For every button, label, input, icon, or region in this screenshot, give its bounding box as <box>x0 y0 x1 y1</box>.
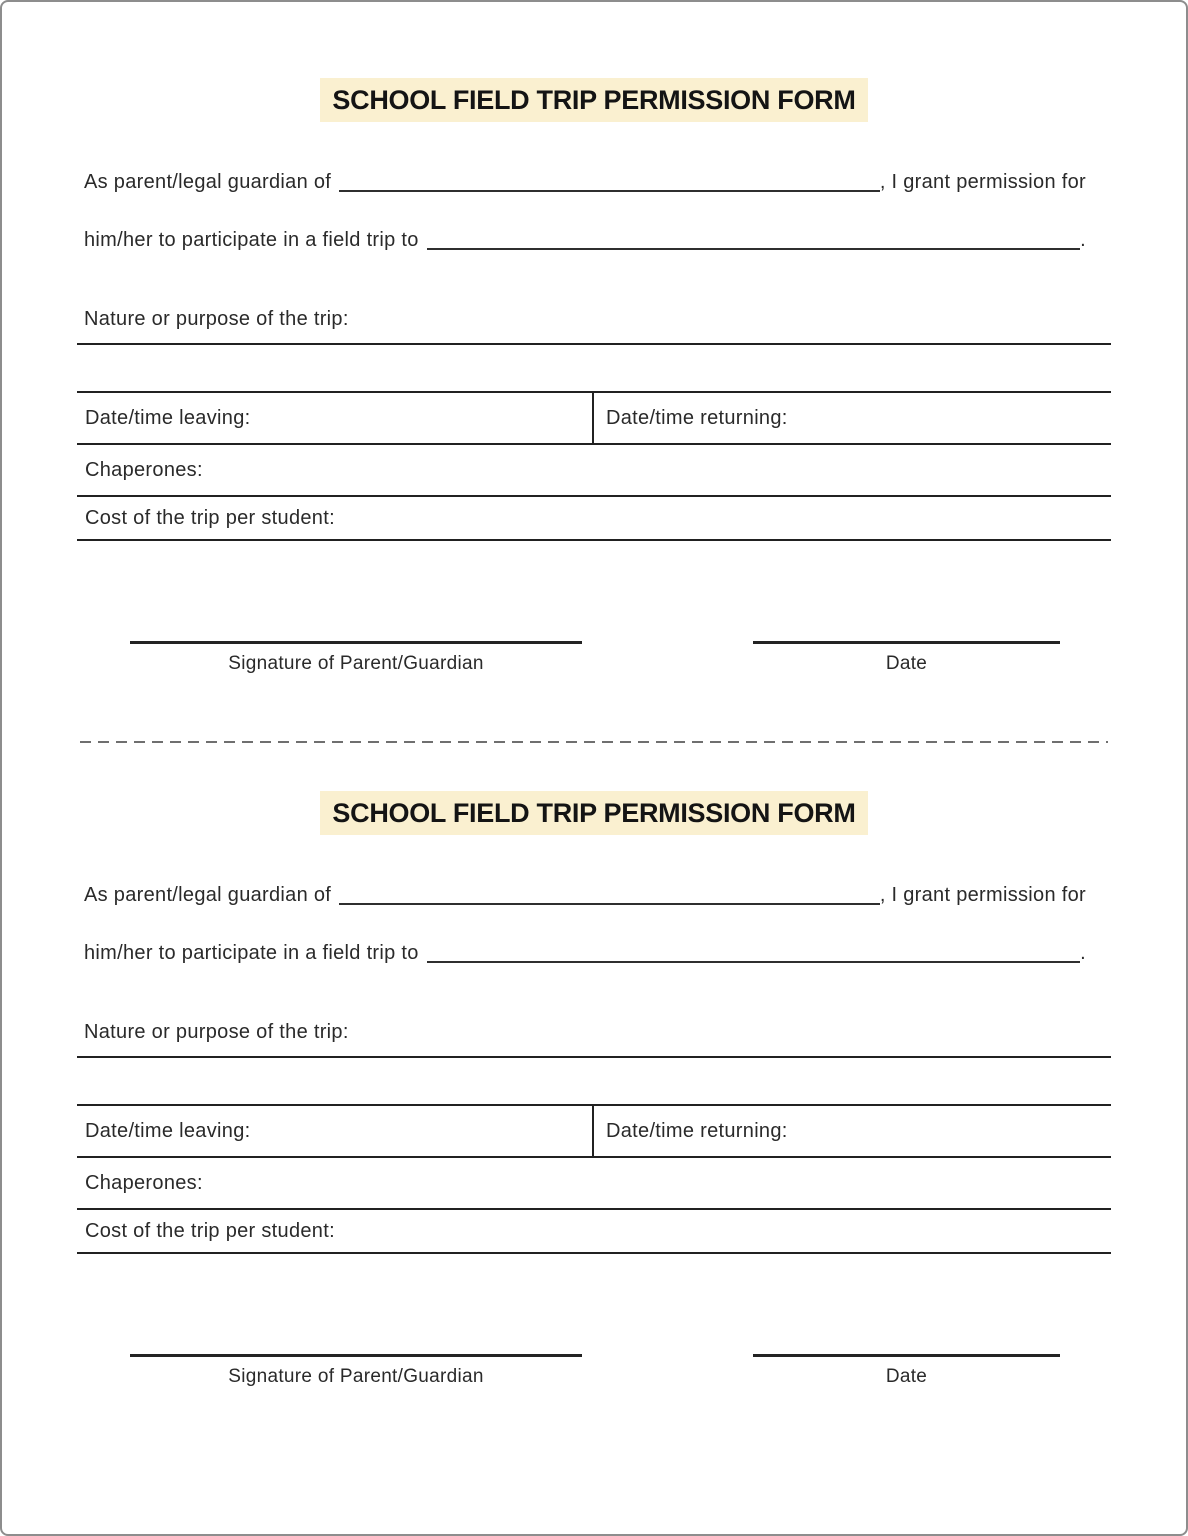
signature-section <box>77 641 1111 675</box>
form-title: SCHOOL FIELD TRIP PERMISSION FORM <box>320 791 867 835</box>
title-row <box>77 78 1111 122</box>
nature-purpose-text: Nature or purpose of the trip: <box>84 1021 349 1043</box>
nature-purpose-label <box>77 308 1111 345</box>
title-row <box>77 791 1111 835</box>
intro-line1-suffix: , I grant permission for <box>879 171 1086 193</box>
nature-purpose-blank-line <box>77 1058 1111 1106</box>
intro-line2-prefix: him/her to participate in a field trip to <box>84 942 419 964</box>
nature-purpose-label <box>77 1021 1111 1058</box>
chaperones-label: Chaperones: <box>85 1171 203 1194</box>
student-name-blank <box>339 881 880 905</box>
parent-signature-label: Signature of Parent/Guardian <box>228 1366 484 1387</box>
date-block <box>753 641 1060 675</box>
cost-label: Cost of the trip per student: <box>85 1219 335 1242</box>
intro-line1-prefix: As parent/legal guardian of <box>84 171 332 193</box>
date-time-returning-label: Date/time returning: <box>606 406 788 429</box>
trip-detail-table <box>77 1106 1111 1254</box>
nature-purpose-blank-line <box>77 345 1111 393</box>
dashed-cut-line <box>80 741 1108 743</box>
student-name-blank <box>339 168 880 192</box>
destination-blank <box>427 226 1080 250</box>
table-row-cost <box>77 497 1111 541</box>
form-copy-2 <box>77 791 1111 1388</box>
table-row-dates <box>77 1106 1111 1158</box>
date-label: Date <box>885 1366 928 1387</box>
form-copy-1 <box>77 78 1111 675</box>
date-label: Date <box>885 653 928 674</box>
destination-blank <box>427 939 1080 963</box>
date-time-leaving-label: Date/time leaving: <box>77 1106 594 1156</box>
intro-line-2 <box>84 226 1086 254</box>
trip-detail-table <box>77 393 1111 541</box>
parent-signature-block <box>130 1354 582 1388</box>
parent-signature-block <box>130 641 582 675</box>
cost-label: Cost of the trip per student: <box>85 506 335 529</box>
intro-line-1 <box>84 168 1086 196</box>
table-row-dates <box>77 393 1111 445</box>
intro-line1-prefix: As parent/legal guardian of <box>84 884 332 906</box>
table-row-chaperones <box>77 445 1111 497</box>
intro-line-2 <box>84 939 1086 967</box>
date-line <box>753 641 1060 644</box>
signature-section <box>77 1354 1111 1388</box>
intro-line1-suffix: , I grant permission for <box>879 884 1086 906</box>
parent-signature-label: Signature of Parent/Guardian <box>228 653 484 674</box>
table-row-cost <box>77 1210 1111 1254</box>
date-time-returning-label: Date/time returning: <box>606 1119 788 1142</box>
intro-line2-prefix: him/her to participate in a field trip to <box>84 229 419 251</box>
parent-signature-line <box>130 641 582 644</box>
table-row-chaperones <box>77 1158 1111 1210</box>
date-time-leaving-label: Date/time leaving: <box>77 393 594 443</box>
date-block <box>753 1354 1060 1388</box>
chaperones-label: Chaperones: <box>85 458 203 481</box>
date-line <box>753 1354 1060 1357</box>
form-title: SCHOOL FIELD TRIP PERMISSION FORM <box>320 78 867 122</box>
intro-line-1 <box>84 881 1086 909</box>
nature-purpose-text: Nature or purpose of the trip: <box>84 308 349 330</box>
parent-signature-line <box>130 1354 582 1357</box>
intro-paragraph <box>84 168 1086 254</box>
intro-line2-suffix: . <box>1080 942 1086 964</box>
intro-line2-suffix: . <box>1080 229 1086 251</box>
intro-paragraph <box>84 881 1086 967</box>
